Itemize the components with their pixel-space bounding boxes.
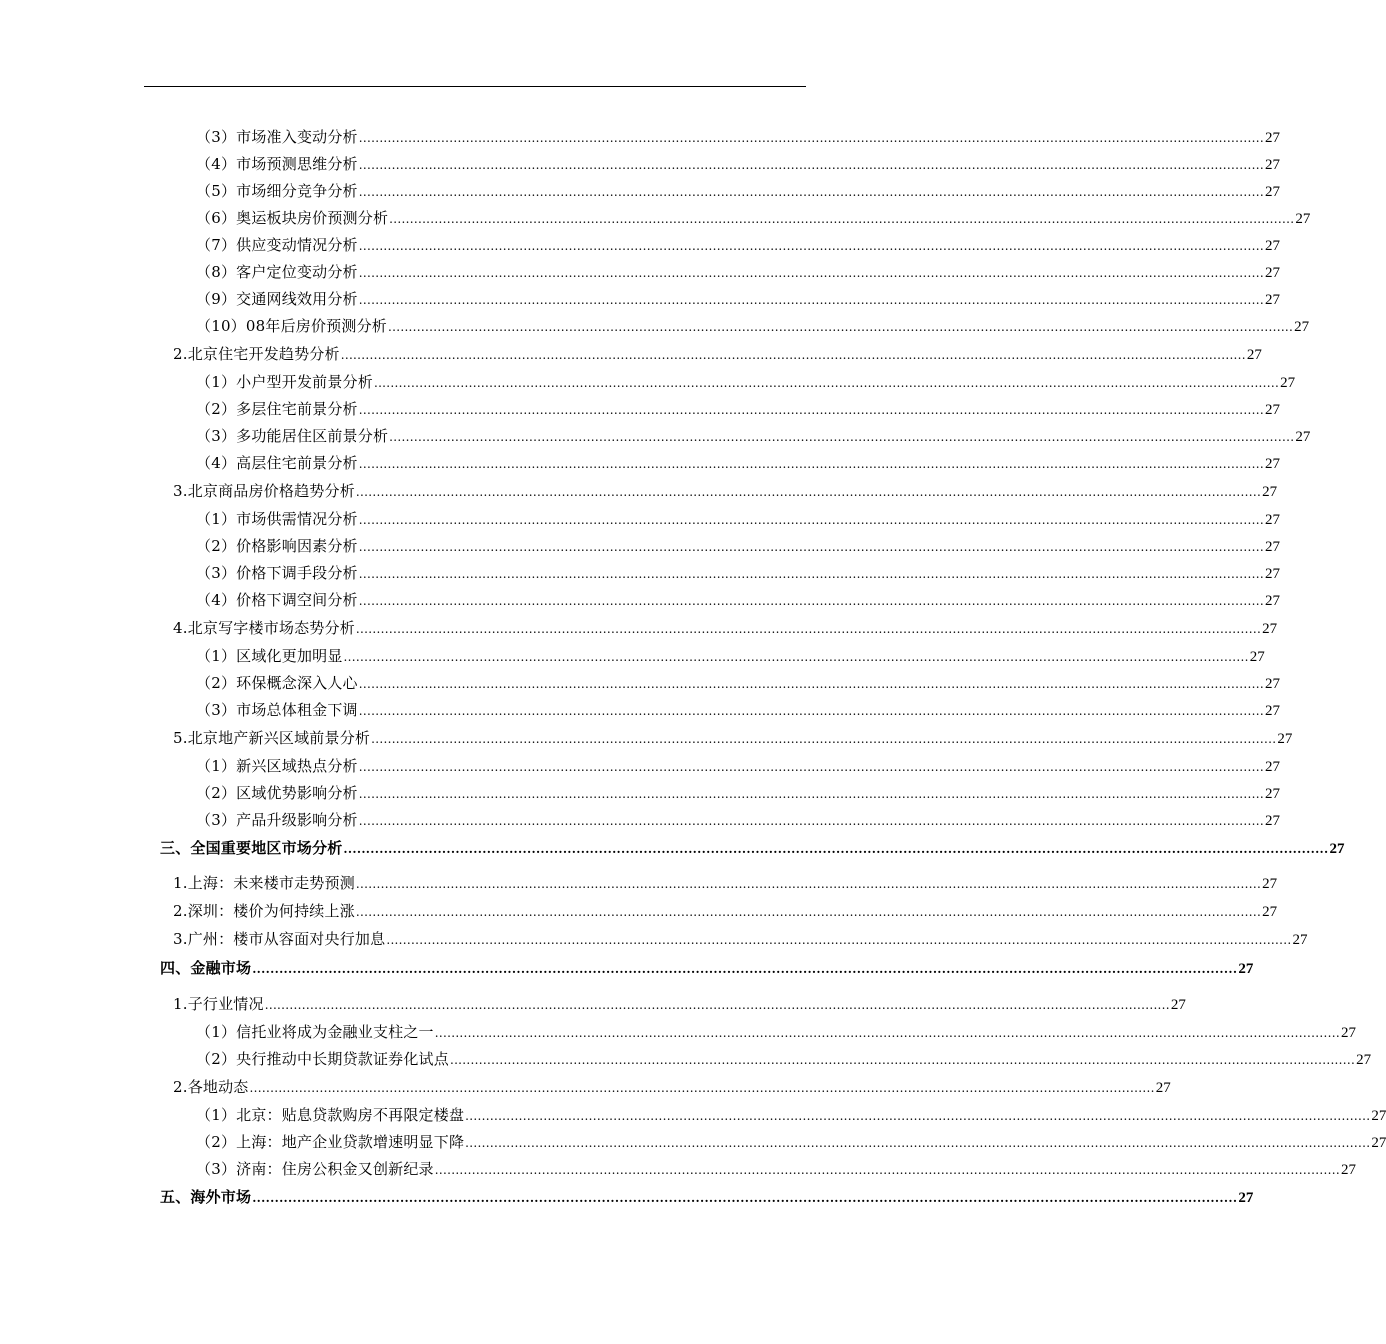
toc-entry-title: （1）小户型开发前景分析 (196, 373, 373, 391)
toc-dot-leader: ............................................................................................................................................................................................................................ (389, 430, 1295, 444)
toc-dot-leader: ............................................................................................................................................................................................................................ (355, 877, 1262, 891)
toc-subsection-entry[interactable] (196, 1021, 1356, 1043)
toc-page-number: 27 (1264, 456, 1280, 472)
toc-subsection-entry[interactable] (196, 1104, 1386, 1126)
toc-page-number: 27 (1262, 621, 1278, 637)
toc-section-entry[interactable] (173, 727, 1293, 749)
toc-entry-title: （9）交通网线效用分析 (196, 290, 358, 308)
toc-page-number: 27 (1262, 904, 1278, 920)
toc-section-entry[interactable] (173, 1076, 1171, 1098)
toc-page-number: 27 (1264, 238, 1280, 254)
toc-dot-leader: ............................................................................................................................................................................................................................ (249, 1081, 1155, 1095)
toc-dot-leader: ............................................................................................................................................................................................................................ (371, 732, 1277, 746)
toc-dot-leader: ............................................................................................................................................................................................................................ (358, 594, 1264, 608)
toc-subsection-entry[interactable] (196, 508, 1280, 530)
toc-page-number: 27 (1329, 841, 1345, 857)
toc-dot-leader: ............................................................................................................................................................................................................................ (449, 1053, 1356, 1067)
toc-page-number: 27 (1264, 402, 1280, 418)
toc-section-entry[interactable] (173, 343, 1262, 365)
toc-section-entry[interactable] (173, 617, 1278, 639)
toc-page-number: 27 (1262, 876, 1278, 892)
toc-page-number: 27 (1340, 1162, 1356, 1178)
toc-page-number: 27 (1295, 429, 1311, 445)
toc-page-number: 27 (1264, 703, 1280, 719)
toc-page-number: 27 (1170, 997, 1186, 1013)
toc-page-number: 27 (1264, 184, 1280, 200)
toc-subsection-entry[interactable] (196, 672, 1280, 694)
toc-entry-title: （1）市场供需情况分析 (196, 510, 358, 528)
toc-dot-leader: ............................................................................................................................................................................................................................ (358, 567, 1264, 581)
toc-entry-title: （3）市场准入变动分析 (196, 128, 358, 146)
toc-page-number: 27 (1294, 319, 1310, 335)
toc-page-number: 27 (1371, 1108, 1386, 1124)
toc-dot-leader: ............................................................................................................................................................................................................................ (358, 677, 1264, 691)
toc-entry-title: 5.北京地产新兴区域前景分析 (173, 729, 371, 747)
toc-section-entry[interactable] (173, 480, 1278, 502)
toc-dot-leader: ............................................................................................................................................................................................................................ (465, 1136, 1371, 1150)
toc-dot-leader: ............................................................................................................................................................................................................................ (264, 998, 1170, 1012)
toc-dot-leader: ............................................................................................................................................................................................................................ (358, 760, 1264, 774)
toc-subsection-entry[interactable] (196, 371, 1296, 393)
toc-entry-title: （2）价格影响因素分析 (196, 537, 358, 555)
toc-page-number: 27 (1356, 1052, 1372, 1068)
toc-section-entry[interactable] (173, 993, 1186, 1015)
toc-page-number: 27 (1280, 375, 1296, 391)
toc-subsection-entry[interactable] (196, 315, 1310, 337)
toc-dot-leader: ............................................................................................................................................................................................................................ (358, 131, 1264, 145)
toc-subsection-entry[interactable] (196, 535, 1280, 557)
toc-page-number: 27 (1249, 649, 1265, 665)
toc-chapter-entry[interactable] (160, 837, 1345, 859)
toc-subsection-entry[interactable] (196, 589, 1280, 611)
toc-subsection-entry[interactable] (196, 180, 1280, 202)
toc-entry-title: （2）央行推动中长期贷款证券化试点 (196, 1050, 449, 1068)
toc-page-number: 27 (1264, 593, 1280, 609)
toc-subsection-entry[interactable] (196, 207, 1311, 229)
toc-page-number: 27 (1264, 813, 1280, 829)
toc-entry-title: （8）客户定位变动分析 (196, 263, 358, 281)
toc-subsection-entry[interactable] (196, 452, 1280, 474)
toc-entry-title: 2.各地动态 (173, 1078, 249, 1096)
toc-entry-title: （2）环保概念深入人心 (196, 674, 358, 692)
toc-entry-title: （3）济南：住房公积金又创新纪录 (196, 1160, 434, 1178)
toc-dot-leader: ............................................................................................................................................................................................................................ (340, 348, 1246, 362)
toc-page-number: 27 (1264, 292, 1280, 308)
toc-entry-title: （5）市场细分竞争分析 (196, 182, 358, 200)
toc-entry-title: （4）市场预测思维分析 (196, 155, 358, 173)
toc-section-entry[interactable] (173, 900, 1278, 922)
toc-dot-leader: ............................................................................................................................................................................................................................ (358, 158, 1264, 172)
toc-dot-leader: ............................................................................................................................................................................................................................ (373, 376, 1280, 390)
toc-subsection-entry[interactable] (196, 562, 1280, 584)
toc-chapter-entry[interactable] (160, 957, 1254, 979)
toc-dot-leader: ............................................................................................................................................................................................................................ (465, 1109, 1371, 1123)
toc-entry-title: 2.深圳：楼价为何持续上涨 (173, 902, 355, 920)
toc-dot-leader: ............................................................................................................................................................................................................................ (355, 905, 1262, 919)
toc-chapter-entry[interactable] (160, 1186, 1254, 1208)
toc-page-number: 27 (1292, 932, 1308, 948)
toc-subsection-entry[interactable] (196, 261, 1280, 283)
toc-subsection-entry[interactable] (196, 1048, 1372, 1070)
toc-entry-title: （2）上海：地产企业贷款增速明显下降 (196, 1133, 465, 1151)
toc-subsection-entry[interactable] (196, 153, 1280, 175)
toc-dot-leader: ............................................................................................................................................................................................................................ (355, 485, 1262, 499)
toc-entry-title: 1.子行业情况 (173, 995, 264, 1013)
toc-entry-title: 三、全国重要地区市场分析 (160, 839, 343, 857)
toc-entry-title: （1）信托业将成为金融业支柱之一 (196, 1023, 434, 1041)
toc-dot-leader: ............................................................................................................................................................................................................................ (358, 239, 1264, 253)
toc-page-number: 27 (1246, 347, 1262, 363)
toc-entry-title: （1）北京：贴息贷款购房不再限定楼盘 (196, 1106, 465, 1124)
toc-entry-title: （3）价格下调手段分析 (196, 564, 358, 582)
toc-entry-title: （1）新兴区域热点分析 (196, 757, 358, 775)
toc-subsection-entry[interactable] (196, 809, 1280, 831)
toc-dot-leader: ............................................................................................................................................................................................................................ (343, 842, 1329, 856)
toc-page-number: 27 (1264, 759, 1280, 775)
toc-section-entry[interactable] (173, 872, 1278, 894)
toc-entry-title: 四、金融市场 (160, 959, 252, 977)
toc-dot-leader: ............................................................................................................................................................................................................................ (386, 933, 1292, 947)
toc-dot-leader: ............................................................................................................................................................................................................................ (358, 266, 1264, 280)
toc-entry-title: （3）产品升级影响分析 (196, 811, 358, 829)
toc-dot-leader: ............................................................................................................................................................................................................................ (358, 704, 1264, 718)
toc-dot-leader: ............................................................................................................................................................................................................................ (355, 622, 1262, 636)
toc-entry-title: （4）高层住宅前景分析 (196, 454, 358, 472)
toc-page-number: 27 (1264, 157, 1280, 173)
toc-page-number: 27 (1238, 961, 1254, 977)
toc-dot-leader: ............................................................................................................................................................................................................................ (358, 457, 1264, 471)
toc-page-number: 27 (1340, 1025, 1356, 1041)
toc-subsection-entry[interactable] (196, 755, 1280, 777)
toc-subsection-entry[interactable] (196, 234, 1280, 256)
toc-dot-leader: ............................................................................................................................................................................................................................ (387, 320, 1294, 334)
toc-entry-title: 3.北京商品房价格趋势分析 (173, 482, 355, 500)
toc-dot-leader: ............................................................................................................................................................................................................................ (252, 962, 1238, 976)
toc-entry-title: 1.上海：未来楼市走势预测 (173, 874, 355, 892)
toc-dot-leader: ............................................................................................................................................................................................................................ (358, 787, 1264, 801)
toc-page-number: 27 (1262, 484, 1278, 500)
toc-dot-leader: ............................................................................................................................................................................................................................ (358, 540, 1264, 554)
toc-dot-leader: ............................................................................................................................................................................................................................ (389, 212, 1295, 226)
toc-page-number: 27 (1371, 1135, 1386, 1151)
toc-entry-title: （1）区域化更加明显 (196, 647, 343, 665)
toc-entry-title: （2）多层住宅前景分析 (196, 400, 358, 418)
toc-page-number: 27 (1264, 786, 1280, 802)
toc-dot-leader: ............................................................................................................................................................................................................................ (358, 293, 1264, 307)
toc-subsection-entry[interactable] (196, 782, 1280, 804)
toc-entry-title: 2.北京住宅开发趋势分析 (173, 345, 340, 363)
toc-page-number: 27 (1264, 676, 1280, 692)
toc-page-number: 27 (1238, 1190, 1254, 1206)
toc-subsection-entry[interactable] (196, 126, 1280, 148)
toc-entry-title: 五、海外市场 (160, 1188, 252, 1206)
toc-dot-leader: ............................................................................................................................................................................................................................ (252, 1191, 1238, 1205)
toc-dot-leader: ............................................................................................................................................................................................................................ (434, 1163, 1340, 1177)
toc-dot-leader: ............................................................................................................................................................................................................................ (343, 650, 1249, 664)
toc-page-number: 27 (1264, 265, 1280, 281)
toc-subsection-entry[interactable] (196, 425, 1311, 447)
toc-entry-title: 4.北京写字楼市场态势分析 (173, 619, 355, 637)
toc-subsection-entry[interactable] (196, 1131, 1386, 1153)
toc-page-number: 27 (1155, 1080, 1171, 1096)
toc-subsection-entry[interactable] (196, 1158, 1356, 1180)
toc-entry-title: （2）区域优势影响分析 (196, 784, 358, 802)
toc-subsection-entry[interactable] (196, 645, 1265, 667)
toc-page-number: 27 (1264, 539, 1280, 555)
toc-dot-leader: ............................................................................................................................................................................................................................ (358, 403, 1264, 417)
toc-section-entry[interactable] (173, 928, 1308, 950)
toc-dot-leader: ............................................................................................................................................................................................................................ (434, 1026, 1340, 1040)
toc-dot-leader: ............................................................................................................................................................................................................................ (358, 185, 1264, 199)
toc-subsection-entry[interactable] (196, 699, 1280, 721)
toc-entry-title: （10）08年后房价预测分析 (196, 317, 387, 335)
toc-entry-title: （3）多功能居住区前景分析 (196, 427, 389, 445)
toc-dot-leader: ............................................................................................................................................................................................................................ (358, 814, 1264, 828)
toc-page-number: 27 (1264, 130, 1280, 146)
toc-entry-title: （3）市场总体租金下调 (196, 701, 358, 719)
toc-page-number: 27 (1264, 512, 1280, 528)
toc-page-number: 27 (1277, 731, 1293, 747)
toc-subsection-entry[interactable] (196, 288, 1280, 310)
toc-entry-title: 3.广州：楼市从容面对央行加息 (173, 930, 386, 948)
toc-page-number: 27 (1295, 211, 1311, 227)
toc-entry-title: （6）奥运板块房价预测分析 (196, 209, 389, 227)
toc-page-number: 27 (1264, 566, 1280, 582)
toc-entry-title: （4）价格下调空间分析 (196, 591, 358, 609)
toc-dot-leader: ............................................................................................................................................................................................................................ (358, 513, 1264, 527)
toc-entry-title: （7）供应变动情况分析 (196, 236, 358, 254)
toc-subsection-entry[interactable] (196, 398, 1280, 420)
